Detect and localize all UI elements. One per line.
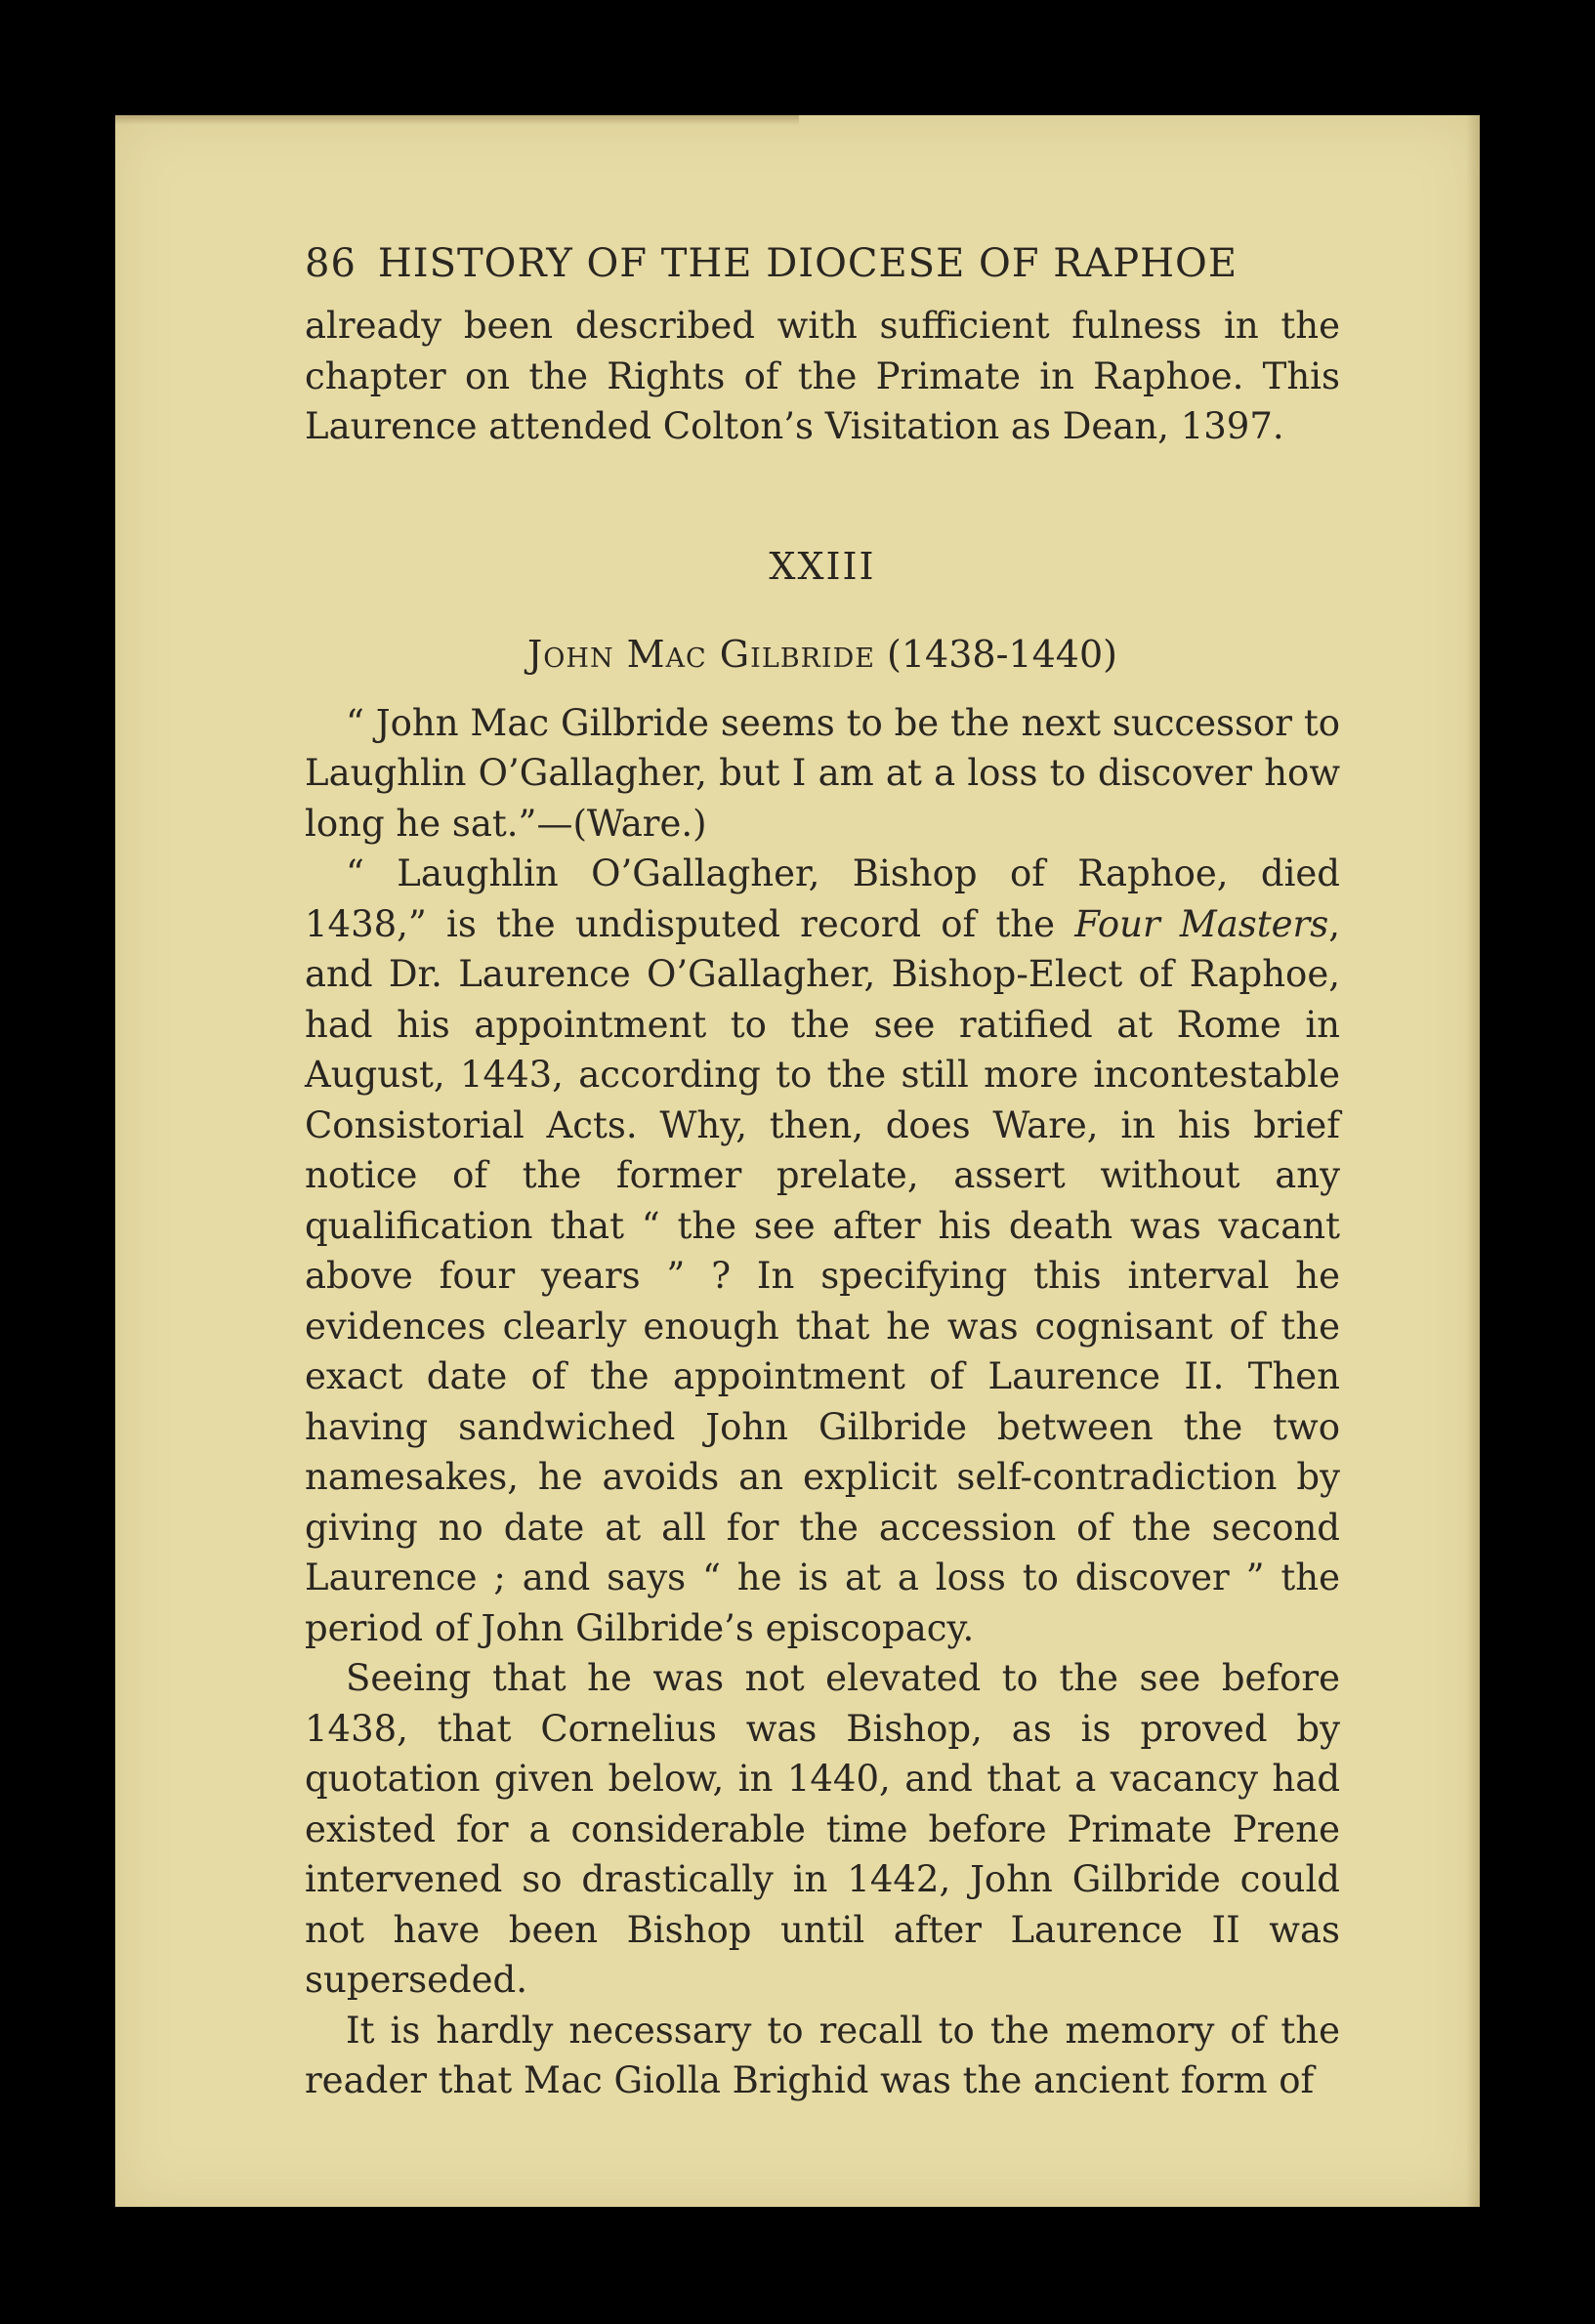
- page-number: 86: [305, 241, 357, 286]
- page-stain: [115, 115, 799, 125]
- paragraph-2: [305, 849, 1340, 1653]
- book-page: [115, 115, 1480, 2207]
- section-title: [305, 630, 1340, 679]
- running-head: [305, 234, 1340, 293]
- page-edge-shadow: [1466, 115, 1480, 2207]
- paragraph-2-part-b: , and Dr. Laurence O’Gallagher, Bishop-Elect of Raphoe, had his appointment to the see ratified at Rome in August, 1443, according to the still more incontestable Consistorial Acts. Why, then, does Ware, in his brief notice of the former prelate, assert without any qualification that “ the see after his death was vacant above four years ” ? In specifying this interval he evidences clearly enough that he was cognisant of the exact date of the appointment of Laurence II. Then having sandwiched John Gilbride between the two namesakes, he avoids an explicit self-contradiction by giving no date at all for the accession of the second Laurence ; and says “ he is at a loss to discover ” the period of John Gilbride’s episcopacy.: [305, 902, 1341, 1649]
- paragraph-2-part-a: “ Laughlin O’Gallagher, Bishop of Raphoe, died 1438,” is the undisputed record of the: [305, 852, 1340, 945]
- paragraph-4: It is hardly necessary to recall to the memory of the reader that Mac Giolla Brighid was the ancient form of: [305, 2009, 1340, 2101]
- running-title: HISTORY OF THE DIOCESE OF RAPHOE: [377, 241, 1238, 286]
- section-title-dates: (1438-1440): [887, 632, 1117, 676]
- paragraph-1: “ John Mac Gilbride seems to be the next successor to Laughlin O’Gallagher, but I am at a loss to discover how long he sat.”—(Ware.): [305, 701, 1340, 845]
- section-number: XXIII: [769, 544, 876, 588]
- paragraph-3: Seeing that he was not elevated to the see before 1438, that Cornelius was Bishop, as is proved by quotation given below, in 1440, and that a vacancy had existed for a considerable time before Primate Prene intervened so drastically in 1442, John Gilbride could not have been Bishop until after Laurence II was superseded.: [305, 1657, 1340, 2001]
- section-title-name: John Mac Gilbride: [527, 632, 875, 676]
- text-block: [305, 234, 1340, 2106]
- paragraph-2-italic: Four Masters: [1074, 902, 1329, 945]
- intro-paragraph: already been described with sufficient fulness in the chapter on the Rights of the Primate in Raphoe. This Laurence attended Colton’s Visitation as Dean, 1397.: [305, 305, 1340, 447]
